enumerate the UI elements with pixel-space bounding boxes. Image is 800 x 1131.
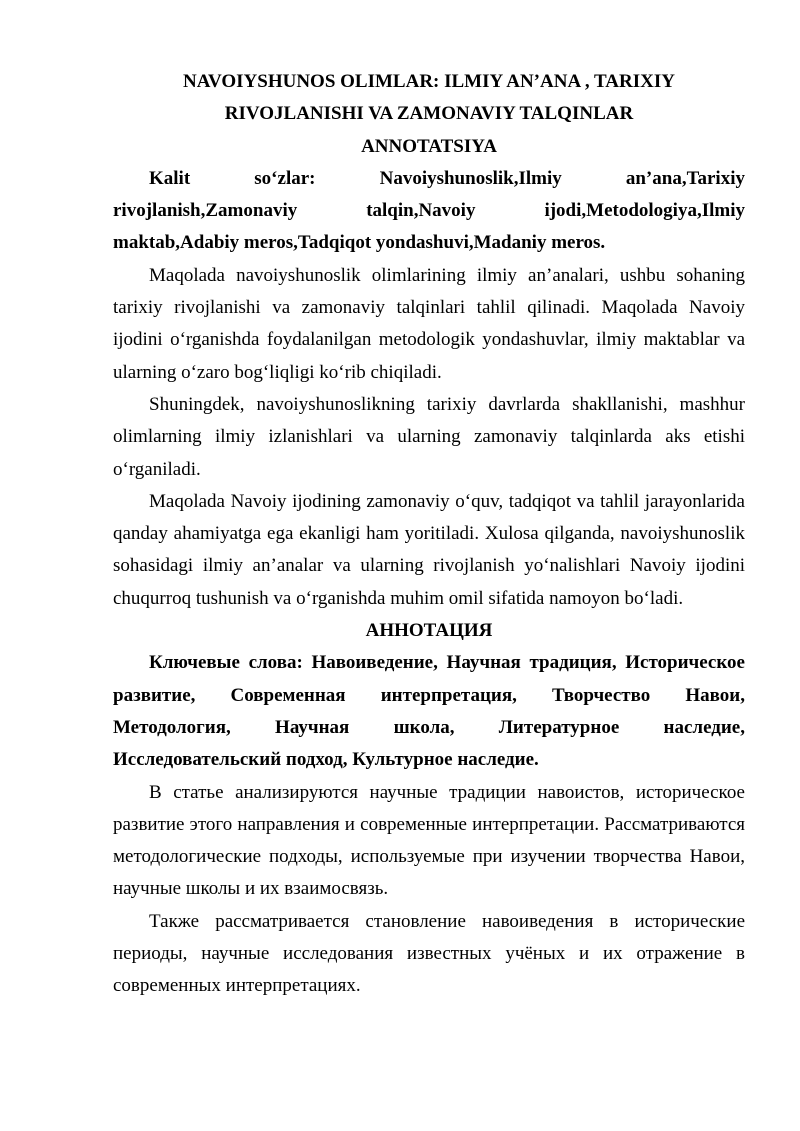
body-paragraph-uz-1: Maqolada navoiyshunoslik olimlarining ilmiy an’analari, ushbu sohaning tarixiy rivojlanishi va zamonaviy talqinlari tahlil qilinadi. Maqolada Navoiy ijodini o‘rganishda foydalanilgan metodologik yondashuvlar, ilmiy maktablar va ularning o‘zaro bog‘liqligi ko‘rib chiqiladi. bbox=[113, 264, 745, 383]
title-line-1: NAVOIYSHUNOS OLIMLAR: ILMIY AN’ANA , TARIXIY bbox=[183, 71, 675, 92]
annotation-heading-uz: ANNOTATSIYA bbox=[361, 135, 497, 157]
title-line-2: RIVOJLANISHI VA ZAMONAVIY TALQINLAR bbox=[224, 103, 634, 125]
keywords-paragraph-ru: Ключевые слова: Навоиведение, Научная традиция, Историческое развитие, Современная интерпретация, Творчество Навои, Методология, Научная школа, Литературное наследие, Исследовательский подход, Культурное наследие. bbox=[113, 652, 745, 771]
keywords-paragraph-uz: Kalit so‘zlar: Navoiyshunoslik,Ilmiy an’ana,Tarixiy rivojlanish,Zamonaviy talqin,Navoiy ijodi,Metodologiya,Ilmiy maktab,Adabiy meros,Tadqiqot yondashuvi,Madaniy meros. bbox=[113, 167, 745, 254]
body-paragraph-uz-3: Maqolada Navoiy ijodining zamonaviy o‘quv, tadqiqot va tahlil jarayonlarida qanday ahamiyatga ega ekanligi ham yoritiladi. Xulosa qilganda, navoiyshunoslik sohasidagi ilmiy an’analar va ularning rivojlanish yo‘nalishlari Navoiy ijodini chuqurroq tushunish va o‘rganishda muhim omil sifatida namoyon bo‘ladi. bbox=[113, 490, 745, 609]
body-paragraph-uz-2: Shuningdek, navoiyshunoslikning tarixiy davrlarda shakllanishi, mashhur olimlarning ilmiy izlanishlari va ularning zamonaviy talqinlarda aks etishi o‘rganiladi. bbox=[113, 393, 745, 480]
paper-title bbox=[113, 66, 745, 131]
annotation-heading-ru: АННОТАЦИЯ bbox=[365, 620, 493, 642]
body-paragraph-ru-2: Также рассматривается становление навоиведения в исторические периоды, научные исследования известных учёных и их отражение в современных интерпретациях. bbox=[113, 910, 745, 997]
body-paragraph-ru-1: В статье анализируются научные традиции навоистов, историческое развитие этого направления и современные интерпретации. Рассматриваются методологические подходы, используемые при изучении творчества Навои, научные школы и их взаимосвязь. bbox=[113, 781, 745, 900]
